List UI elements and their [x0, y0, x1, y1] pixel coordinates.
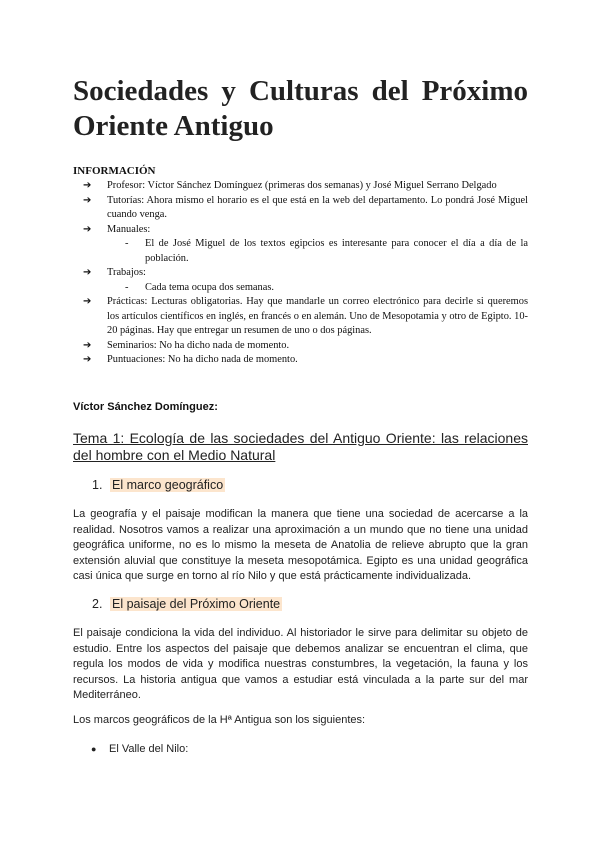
- tema-heading: Tema 1: Ecología de las sociedades del Antiguo Oriente: las relaciones del hombre con el Medio Natural: [73, 430, 528, 463]
- info-list: [73, 179, 528, 368]
- info-item-practicas: [73, 295, 528, 339]
- info-subitem-text: El de José Miguel de los textos egipcios es interesante para conocer el día a día de la población.: [145, 238, 528, 264]
- section-paragraph-2: El paisaje condiciona la vida del individuo. Al historiador le sirve para delimitar su objeto de estudio. Entre los aspectos del paisaje que debemos analizar se encuentran el clima, que regula los modos de vida y modifica nuestras constumbres, la vegetación, la fauna y los recursos. La historia antigua que vamos a estudiar está vinculada a la parte sur del mar Mediterráneo.: [73, 627, 528, 701]
- info-item-puntuaciones: [73, 353, 528, 368]
- arrow-icon: ➔: [83, 267, 92, 278]
- arrow-icon: ➔: [83, 354, 92, 365]
- bullet-item-nilo: [91, 743, 188, 755]
- info-item-trabajos: [73, 266, 528, 281]
- info-item-tutorias: [73, 194, 528, 223]
- arrow-icon: ➔: [83, 339, 92, 351]
- bullet-icon: ●: [91, 744, 97, 754]
- section-paragraph-1: La geografía y el paisaje modifican la manera que tiene una sociedad de acercarse a la realidad. Nosotros vamos a realizar una aproximación a un mundo que no tiene una unidad geográfica uniforme, no es lo mismo la meseta de Anatolia de relieve abrupto que la gran extensión aluvial que constituye la meseta mesopotámica. Egipto es una unidad geográfica casi única que surge en torno al río Nilo y que está prácticamente individualizada.: [73, 508, 528, 582]
- info-item-manuales: [73, 223, 528, 238]
- section-number: 2.: [92, 597, 103, 611]
- info-item-text: Prácticas: Lecturas obligatorias. Hay que mandarle un correo electrónico para decirle si queremos los artículos científicos en inglés, en francés o en alemán. Uno de Mesopotamia y otro de Egipto. 10-20 páginas. Hay que entregar un resumen de uno o dos páginas.: [107, 296, 528, 336]
- arrow-icon: ➔: [83, 194, 92, 206]
- info-item-text: Seminarios: No ha dicho nada de momento.: [107, 339, 290, 351]
- info-subitem-manuales: [107, 237, 528, 266]
- info-item-profesor: [73, 179, 528, 194]
- document-title: Sociedades y Culturas del Próximo Oriente Antiguo: [73, 75, 528, 142]
- arrow-icon: ➔: [83, 223, 92, 235]
- section-heading-2: [92, 596, 282, 613]
- section-title: El paisaje del Próximo Oriente: [112, 597, 281, 611]
- info-item-text: Tutorías: Ahora mismo el horario es el que está en la web del departamento. Lo pondrá José Miguel cuando venga.: [107, 194, 528, 220]
- info-item-text: Trabajos:: [107, 267, 146, 278]
- author-heading: Víctor Sánchez Domínguez:: [73, 401, 218, 413]
- info-item-text: Profesor: Víctor Sánchez Domínguez (primeras dos semanas) y José Miguel Serrano Delgado: [107, 180, 497, 191]
- section-number: 1.: [92, 478, 103, 492]
- arrow-icon: ➔: [83, 296, 92, 307]
- marcos-intro: Los marcos geográficos de la Hª Antigua son los siguientes:: [73, 714, 366, 726]
- info-item-text: Puntuaciones: No ha dicho nada de momento.: [107, 354, 298, 365]
- dash-icon: -: [125, 281, 129, 293]
- info-item-text: Manuales:: [107, 223, 151, 235]
- section-heading-1: [92, 477, 225, 494]
- info-heading: INFORMACIÓN: [73, 165, 156, 177]
- section-title: El marco geográfico: [112, 478, 224, 492]
- info-item-seminarios: [73, 339, 528, 354]
- dash-icon: -: [125, 238, 129, 249]
- info-subitem-trabajos: [107, 281, 528, 296]
- arrow-icon: ➔: [83, 180, 92, 191]
- bullet-text: El Valle del Nilo:: [109, 743, 189, 755]
- info-subitem-text: Cada tema ocupa dos semanas.: [145, 281, 274, 293]
